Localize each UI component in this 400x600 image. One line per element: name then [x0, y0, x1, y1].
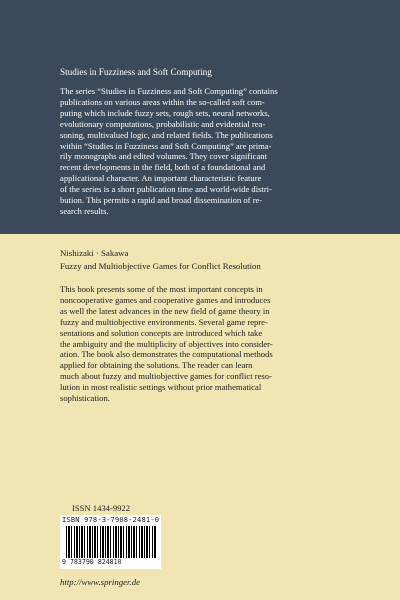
book-desc-line: fuzzy and multiobjective environments. Several game repre- — [60, 316, 268, 327]
series-desc-line: search results. — [60, 205, 109, 216]
series-panel — [0, 0, 400, 234]
book-desc-line: This book presents some of the most important concepts in — [60, 284, 263, 294]
book-desc-line: as well the latest advances in the new field of game theory in — [60, 305, 270, 316]
series-desc-line: puting which include fuzzy sets, rough sets, neural networks, — [60, 107, 270, 118]
book-desc-line: ation. The book also demonstrates the computational methods — [60, 349, 273, 360]
publisher-url[interactable]: http://www.springer.de — [60, 577, 140, 587]
book-authors: Nishizaki · Sakawa — [60, 248, 129, 258]
barcode-bars — [66, 526, 156, 558]
book-panel — [0, 234, 400, 600]
book-desc-line: sophistication. — [60, 393, 110, 404]
barcode — [60, 515, 161, 569]
book-title: Fuzzy and Multiobjective Games for Conflict Resolution — [60, 261, 261, 271]
series-desc-line: publications on various areas within the so-called soft com- — [60, 96, 265, 107]
book-desc-line: much about fuzzy and multiobjective games for conflict reso- — [60, 371, 272, 382]
issn-number: ISSN 1434-9922 — [72, 503, 131, 513]
series-desc-line: recent developments in the field, both of a foundational and — [60, 162, 266, 173]
series-desc-line: evolutionary computations, probabilistic and evidential rea- — [60, 118, 266, 129]
book-desc-line: the ambiguity and the multiplicity of objectives into consider- — [60, 338, 273, 349]
isbn-number: ISBN 978-3-7908-2481-0 — [62, 516, 160, 524]
book-desc-line: lution in most realistic settings without prior mathematical — [60, 382, 262, 393]
book-description — [60, 284, 360, 404]
book-desc-line: sentations and solution concepts are introduced which take — [60, 327, 263, 338]
series-desc-line: rily monographs and edited volumes. They cover significant — [60, 151, 267, 162]
series-description — [60, 86, 360, 217]
series-desc-line: of the series is a short publication time and world-wide distri- — [60, 184, 272, 195]
book-desc-line: applied for obtaining the solutions. The reader can learn — [60, 360, 253, 371]
series-desc-line: applicational character. An important characteristic feature — [60, 173, 262, 184]
series-desc-line: bution. This permits a rapid and broad dissemination of re- — [60, 195, 263, 206]
barcode-digits: 9 783790 824810 — [62, 558, 159, 566]
series-desc-line: The series “Studies in Fuzziness and Soft Computing” contains — [60, 86, 278, 96]
series-desc-line: soning, multivalued logic, and related fields. The publications — [60, 129, 273, 140]
series-title: Studies in Fuzziness and Soft Computing — [60, 67, 212, 77]
book-desc-line: noncooperative games and cooperative games and introduces — [60, 294, 271, 305]
series-desc-line: within “Studies in Fuzziness and Soft Computing” are prima- — [60, 140, 272, 151]
